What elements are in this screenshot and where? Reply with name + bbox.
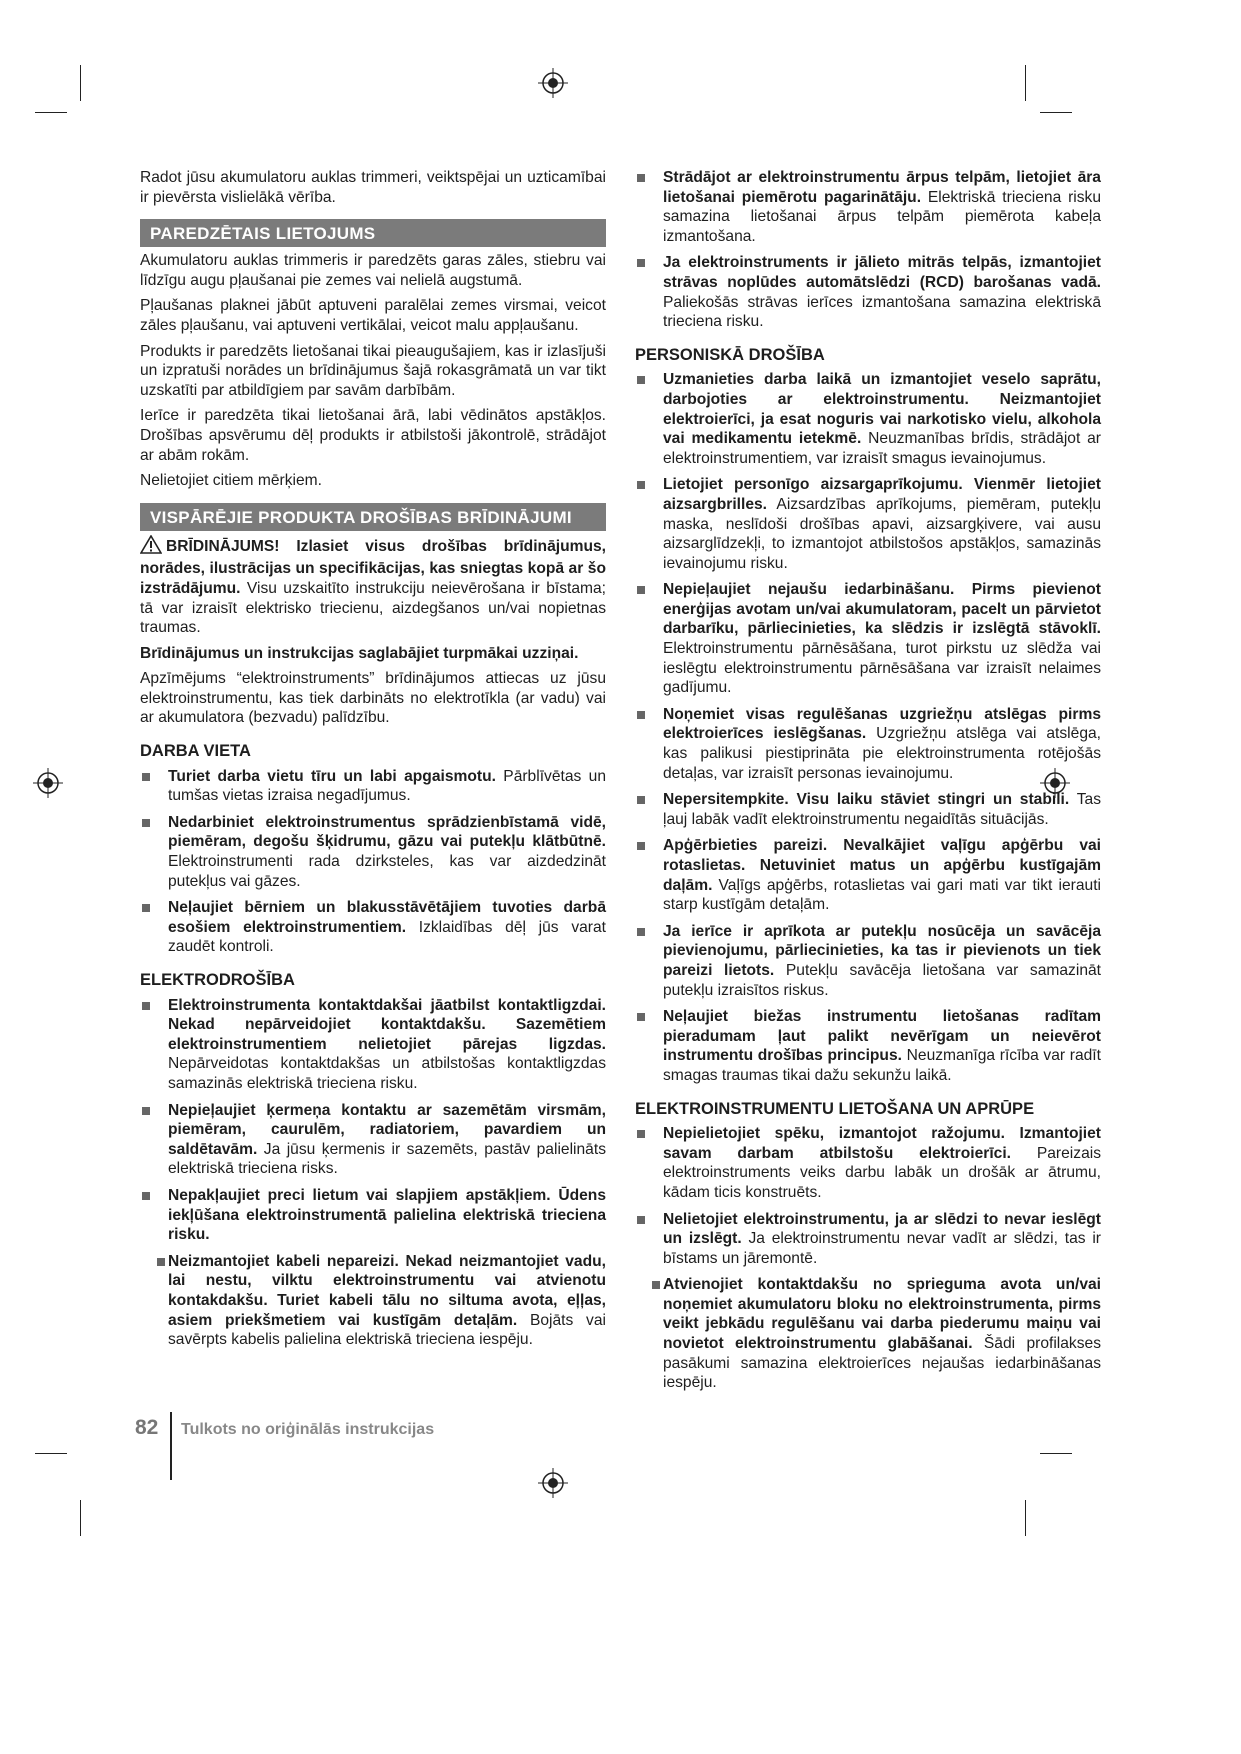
bold-paragraph [140, 644, 606, 664]
bullet-item [635, 580, 1101, 698]
bullet-item [140, 813, 606, 891]
paragraph: Apzīmējums “elektroinstruments” brīdinājumos attiecas uz jūsu elektroinstrumentu, kas tiek darbināts no elektrotīkla (ar vadu) vai ar akumulatora (bezvadu) palīdzību. [140, 670, 606, 727]
bold-text: Apģērbieties pareizi. Nevalkājiet vaļīgu apģērbu vai rotaslietas. Netuviniet matus un apģērbu kustīgajām daļām. [663, 837, 1101, 894]
bullet-square-icon [637, 928, 645, 936]
crop-mark [35, 1453, 67, 1454]
bullet-square-icon [637, 842, 645, 850]
right-column [635, 168, 1101, 1400]
body-text: Neuzmanības brīdis, strādājot ar elektroinstrumentiem, var izraisīt smagus ievainojumus. [663, 430, 1101, 467]
body-text: Visu uzskaitīto instrukciju neievērošana ir bīstama; tā var izraisīt elektrisko triecienu, aizdegšanos un/vai nopietnas traumas. [140, 579, 606, 637]
bullet-item [635, 370, 1101, 468]
subsection-heading: PERSONISKĀ DROŠĪBA [635, 345, 825, 364]
body-text: Tas ļauj labāk vadīt elektroinstrumentu negaidītās situācijās. [663, 791, 1101, 828]
section-heading-bar: PAREDZĒTAIS LIETOJUMS [140, 219, 606, 247]
body-text: Neuzmanīga rīcība var radīt smagas traumas tikai dažu sekunžu laikā. [663, 1047, 1101, 1084]
paragraph: Pļaušanas plaknei jābūt aptuveni paralēlai zemes virsmai, veicot zāles pļaušanu, vai aptuveni vertikālai, veicot malu appļaušanu. [140, 297, 606, 334]
body-text: Pārblīvētas un tumšas vietas izraisa negadījumus. [168, 767, 606, 805]
body-text: Pareizais elektroinstruments veiks darbu labāk un drošāk ar ātrumu, kādam ticis konstruēts. [663, 1144, 1101, 1201]
bullet-item [635, 922, 1101, 1000]
bullet-item [140, 996, 606, 1094]
paragraph: Akumulatoru auklas trimmeris ir paredzēts garas zāles, stiebru vai līdzīgu augu pļaušanai pie zemes vai nelielā augstumā. [140, 252, 606, 289]
bold-text: Nepakļaujiet preci lietum vai slapjiem apstākļiem. Ūdens iekļūšana elektroinstrumentā palielina elektriskā trieciena risku. [168, 1186, 606, 1244]
bullet-square-icon [142, 1107, 150, 1115]
body-text: Ja jūsu ķermenis ir sazemēts, pastāv palielināts elektriskā trieciena risks. [168, 1140, 606, 1178]
bullet-item [635, 1210, 1101, 1269]
bullet-square-icon [637, 796, 645, 804]
body-text: Ja elektroinstrumentu nevar vadīt ar slēdzi, tas ir bīstams un jāremontē. [663, 1230, 1101, 1267]
bullet-square-icon [637, 376, 645, 384]
bold-text: BRĪDINĀJUMS! Izlasiet visus drošības brīdinājumus, norādes, ilustrācijas un specifikācijas, kas sniegtas kopā ar šo izstrādājumu. [140, 537, 606, 597]
subsection-heading: ELEKTRODROŠĪBA [140, 971, 295, 989]
bold-text: Noņemiet visas regulēšanas uzgriežņu atslēgas pirms elektroierīces ieslēgšanas. [663, 705, 1101, 743]
registration-mark-icon [1040, 768, 1070, 798]
crop-mark [1040, 112, 1072, 113]
bullet-item [140, 898, 606, 957]
bold-text: Lietojiet personīgo aizsargaprīkojumu. Vienmēr lietojiet aizsargbrilles. [663, 476, 1101, 513]
body-text: Izklaidības dēļ jūs varat zaudēt kontroli. [168, 918, 606, 956]
crop-mark [1040, 1453, 1072, 1454]
bullet-square-icon [142, 819, 150, 827]
registration-mark-icon [33, 768, 63, 798]
footer-text: Tulkots no oriģinālās instrukcijas [181, 1421, 435, 1438]
bullet-item [635, 1007, 1101, 1085]
bold-text: Nepieļaujiet ķermeņa kontaktu ar sazemētām virsmām, piemēram, caurulēm, radiatoriem, pavardiem un saldētavām. [168, 1101, 606, 1158]
bold-text: Nepielietojiet spēku, izmantojot ražojumu. Izmantojiet savam darbam atbilstošu elektroierīci. [663, 1125, 1101, 1162]
paragraph: Ierīce ir paredzēta tikai lietošanai ārā, labi vēdinātos apstākļos. Drošības apsvērumu dēļ produkts ir atbilstoši jākontrolē, strādājot ar abām rokām. [140, 407, 606, 464]
bullet-square-icon [142, 904, 150, 912]
bullet-square-icon [637, 1216, 645, 1224]
bold-text: Nepersitempkite. Visu laiku stāviet stingri un stabili. [663, 791, 1070, 809]
body-text: Paliekošās strāvas ierīces izmantošana samazina elektriskā trieciena risku. [663, 293, 1101, 331]
bullet-square-icon [157, 1258, 165, 1266]
bullet-item [140, 1186, 606, 1245]
crop-mark [35, 112, 67, 113]
subsection-heading: DARBA VIETA [140, 742, 251, 761]
registration-mark-icon [538, 68, 568, 98]
bold-text: Atvienojiet kontaktdakšu no sprieguma avota un/vai noņemiet akumulatoru bloku no elektroinstrumenta, pirms veikt jebkādu regulēšanu vai darba piederumu maiņu vai novietot elektroinstrumentu glabāšanai. [663, 1276, 1101, 1353]
bold-text: Turiet darba vietu tīru un labi apgaismotu. [168, 767, 496, 785]
body-text: Elektroinstrumentu pārnēsāšana, turot pirkstu uz slēdža vai ieslēgtu elektroinstrumentu pārnēsāšana var izraisīt nelaimes gadījumu. [663, 640, 1101, 697]
bold-text: Strādājot ar elektroinstrumentu ārpus telpām, lietojiet āra lietošanai piemērotu pagarinātāju. [663, 169, 1101, 206]
bold-text: Nelietojiet elektroinstrumentu, ja ar slēdzi to nevar ieslēgt un izslēgt. [663, 1210, 1101, 1248]
bullet-square-icon [142, 773, 150, 781]
bullet-square-icon [142, 1002, 150, 1010]
warning-triangle-icon [140, 535, 162, 560]
bullet-item [140, 1101, 606, 1179]
bullet-item [635, 836, 1101, 914]
body-text: Šādi profilakses pasākumi samazina elektroierīces nejaušas iedarbināšanas iespēju. [663, 1335, 1101, 1392]
body-text: Elektroinstrumenti rada dzirksteles, kas var aizdedzināt putekļus vai gāzes. [168, 853, 606, 890]
body-text: Elektriskā trieciena risku samazina lietošanai ārpus telpām piemērota kabeļa izmantošana. [663, 188, 1102, 245]
bullet-square-icon [637, 711, 645, 719]
bullet-square-icon [637, 586, 645, 594]
warning-paragraph [140, 535, 606, 638]
subsection-heading: ELEKTROINSTRUMENTU LIETOŠANA UN APRŪPE [635, 1099, 1035, 1118]
paragraph: Produkts ir paredzēts lietošanai tikai pieaugušajiem, kas ir izlasījuši un izpratuši norādes un brīdinājumus šajā rokasgrāmatā un var tikt uzskatīti par atbildīgiem par savām darbībām. [140, 342, 606, 399]
bullet-square-icon [142, 1192, 150, 1200]
left-column [140, 168, 606, 1357]
bullet-square-icon [637, 259, 645, 267]
paragraph: Radot jūsu akumulatoru auklas trimmeri, veiktspējai un uzticamībai ir pievērsta vislielākā vērība. [140, 169, 606, 206]
footer-divider [170, 1412, 172, 1480]
bold-text: Ja elektroinstruments ir jālieto mitrās telpās, izmantojiet strāvas noplūdes automātslēdzi (RCD) barošanas vadā. [663, 254, 1101, 291]
bullet-square-icon [637, 1130, 645, 1138]
body-text: Vaļīgs apģērbs, rotaslietas vai gari mati var tikt ierauti starp kustīgām detaļām. [663, 876, 1101, 914]
body-text: Nepārveidotas kontaktdakšas un atbilstošas kontaktligzdas samazinās elektriskā trieciena risku. [168, 1055, 606, 1092]
bullet-square-icon [637, 1013, 645, 1021]
bold-text: Ja ierīce ir aprīkota ar putekļu nosūcēja un savācēja pievienojumu, pārliecinieties, ka tas ir pievienots un tiek pareizi lietots. [663, 922, 1101, 979]
bullet-item [635, 253, 1101, 331]
bold-text: Uzmanieties darba laikā un izmantojiet veselo saprātu, darbojoties ar elektroinstrumentu. Neizmantojiet elektroierīci, ja esat noguris vai narkotisko vielu, alkohola vai medikamentu ietekmē. [663, 371, 1101, 448]
crop-mark [1025, 1500, 1026, 1536]
bullet-square-icon [637, 174, 645, 182]
bold-text: Elektroinstrumenta kontaktdakšai jāatbilst kontaktligzdai. Nekad nepārveidojiet kontaktdakšu. Sazemētiem elektroinstrumentiem nelietojiet pārejas ligzdas. [168, 996, 606, 1053]
bullet-item [140, 1252, 606, 1350]
registration-mark-icon [538, 1468, 568, 1498]
bold-text: Nepieļaujiet nejaušu iedarbināšanu. Pirms pievienot enerģijas avotam un/vai akumulatoram, pacelt un pārvietot darbarīku, pārliecinieties, ka slēdzis ir izslēgtā stāvoklī. [663, 581, 1101, 638]
bold-text: Nedarbiniet elektroinstrumentus sprādzienbīstamā vidē, piemēram, degošu šķidrumu, gāzu vai putekļu klātbūtnē. [168, 813, 606, 851]
section-heading-bar: VISPĀRĒJIE PRODUKTA DROŠĪBAS BRĪDINĀJUMI [140, 503, 606, 531]
body-text: Putekļu savācēja lietošana var samazināt putekļu izraisītos riskus. [663, 961, 1101, 999]
bullet-item [635, 168, 1101, 246]
body-text: Uzgriežņu atslēga vai atslēga, kas palikusi piestiprināta pie elektroinstrumenta rotējošās detaļas, var izraisīt personas ievainojumu. [663, 725, 1101, 782]
bold-text: Neļaujiet biežas instrumentu lietošanas radītam pieradumam ļaut palikt nevērīgam un neievērot instrumentu drošības principus. [663, 1008, 1101, 1065]
crop-mark [1025, 65, 1026, 101]
bullet-item [635, 1275, 1101, 1393]
body-text: Bojāts vai savērpts kabelis palielina elektriskā trieciena iespēju. [168, 1311, 606, 1349]
bullet-item [635, 705, 1101, 783]
bold-text: Neizmantojiet kabeli nepareizi. Nekad neizmantojiet vadu, lai nestu, vilktu elektroinstrumentu vai atvienotu kontakdakšu. Turiet kabeli tālu no siltuma avota, eļļas, asiem priekšmetiem vai kustīgām detaļām. [168, 1252, 606, 1329]
paragraph: Nelietojiet citiem mērķiem. [140, 472, 322, 490]
bold-text: Brīdinājumus un instrukcijas saglabājiet turpmākai uzziņai. [140, 644, 579, 662]
page-number: 82 [135, 1416, 159, 1439]
bullet-item [635, 790, 1101, 829]
bullet-item [140, 767, 606, 806]
bullet-item [635, 1124, 1101, 1202]
bullet-square-icon [652, 1281, 660, 1289]
crop-mark [80, 65, 81, 101]
bullet-item [635, 475, 1101, 573]
body-text: Aizsardzības aprīkojums, piemēram, putekļu maska, neslīdoši drošības apavi, aizsargķivere, vai ausu aizsarglīdzekļi, to izmantojot atbilstošos apstākļos, samazinās ievainojumu risku. [663, 495, 1101, 572]
bullet-square-icon [637, 481, 645, 489]
crop-mark [80, 1500, 81, 1536]
bold-text: Neļaujiet bērniem un blakusstāvētājiem tuvoties darbā esošiem elektroinstrumentiem. [168, 899, 606, 936]
